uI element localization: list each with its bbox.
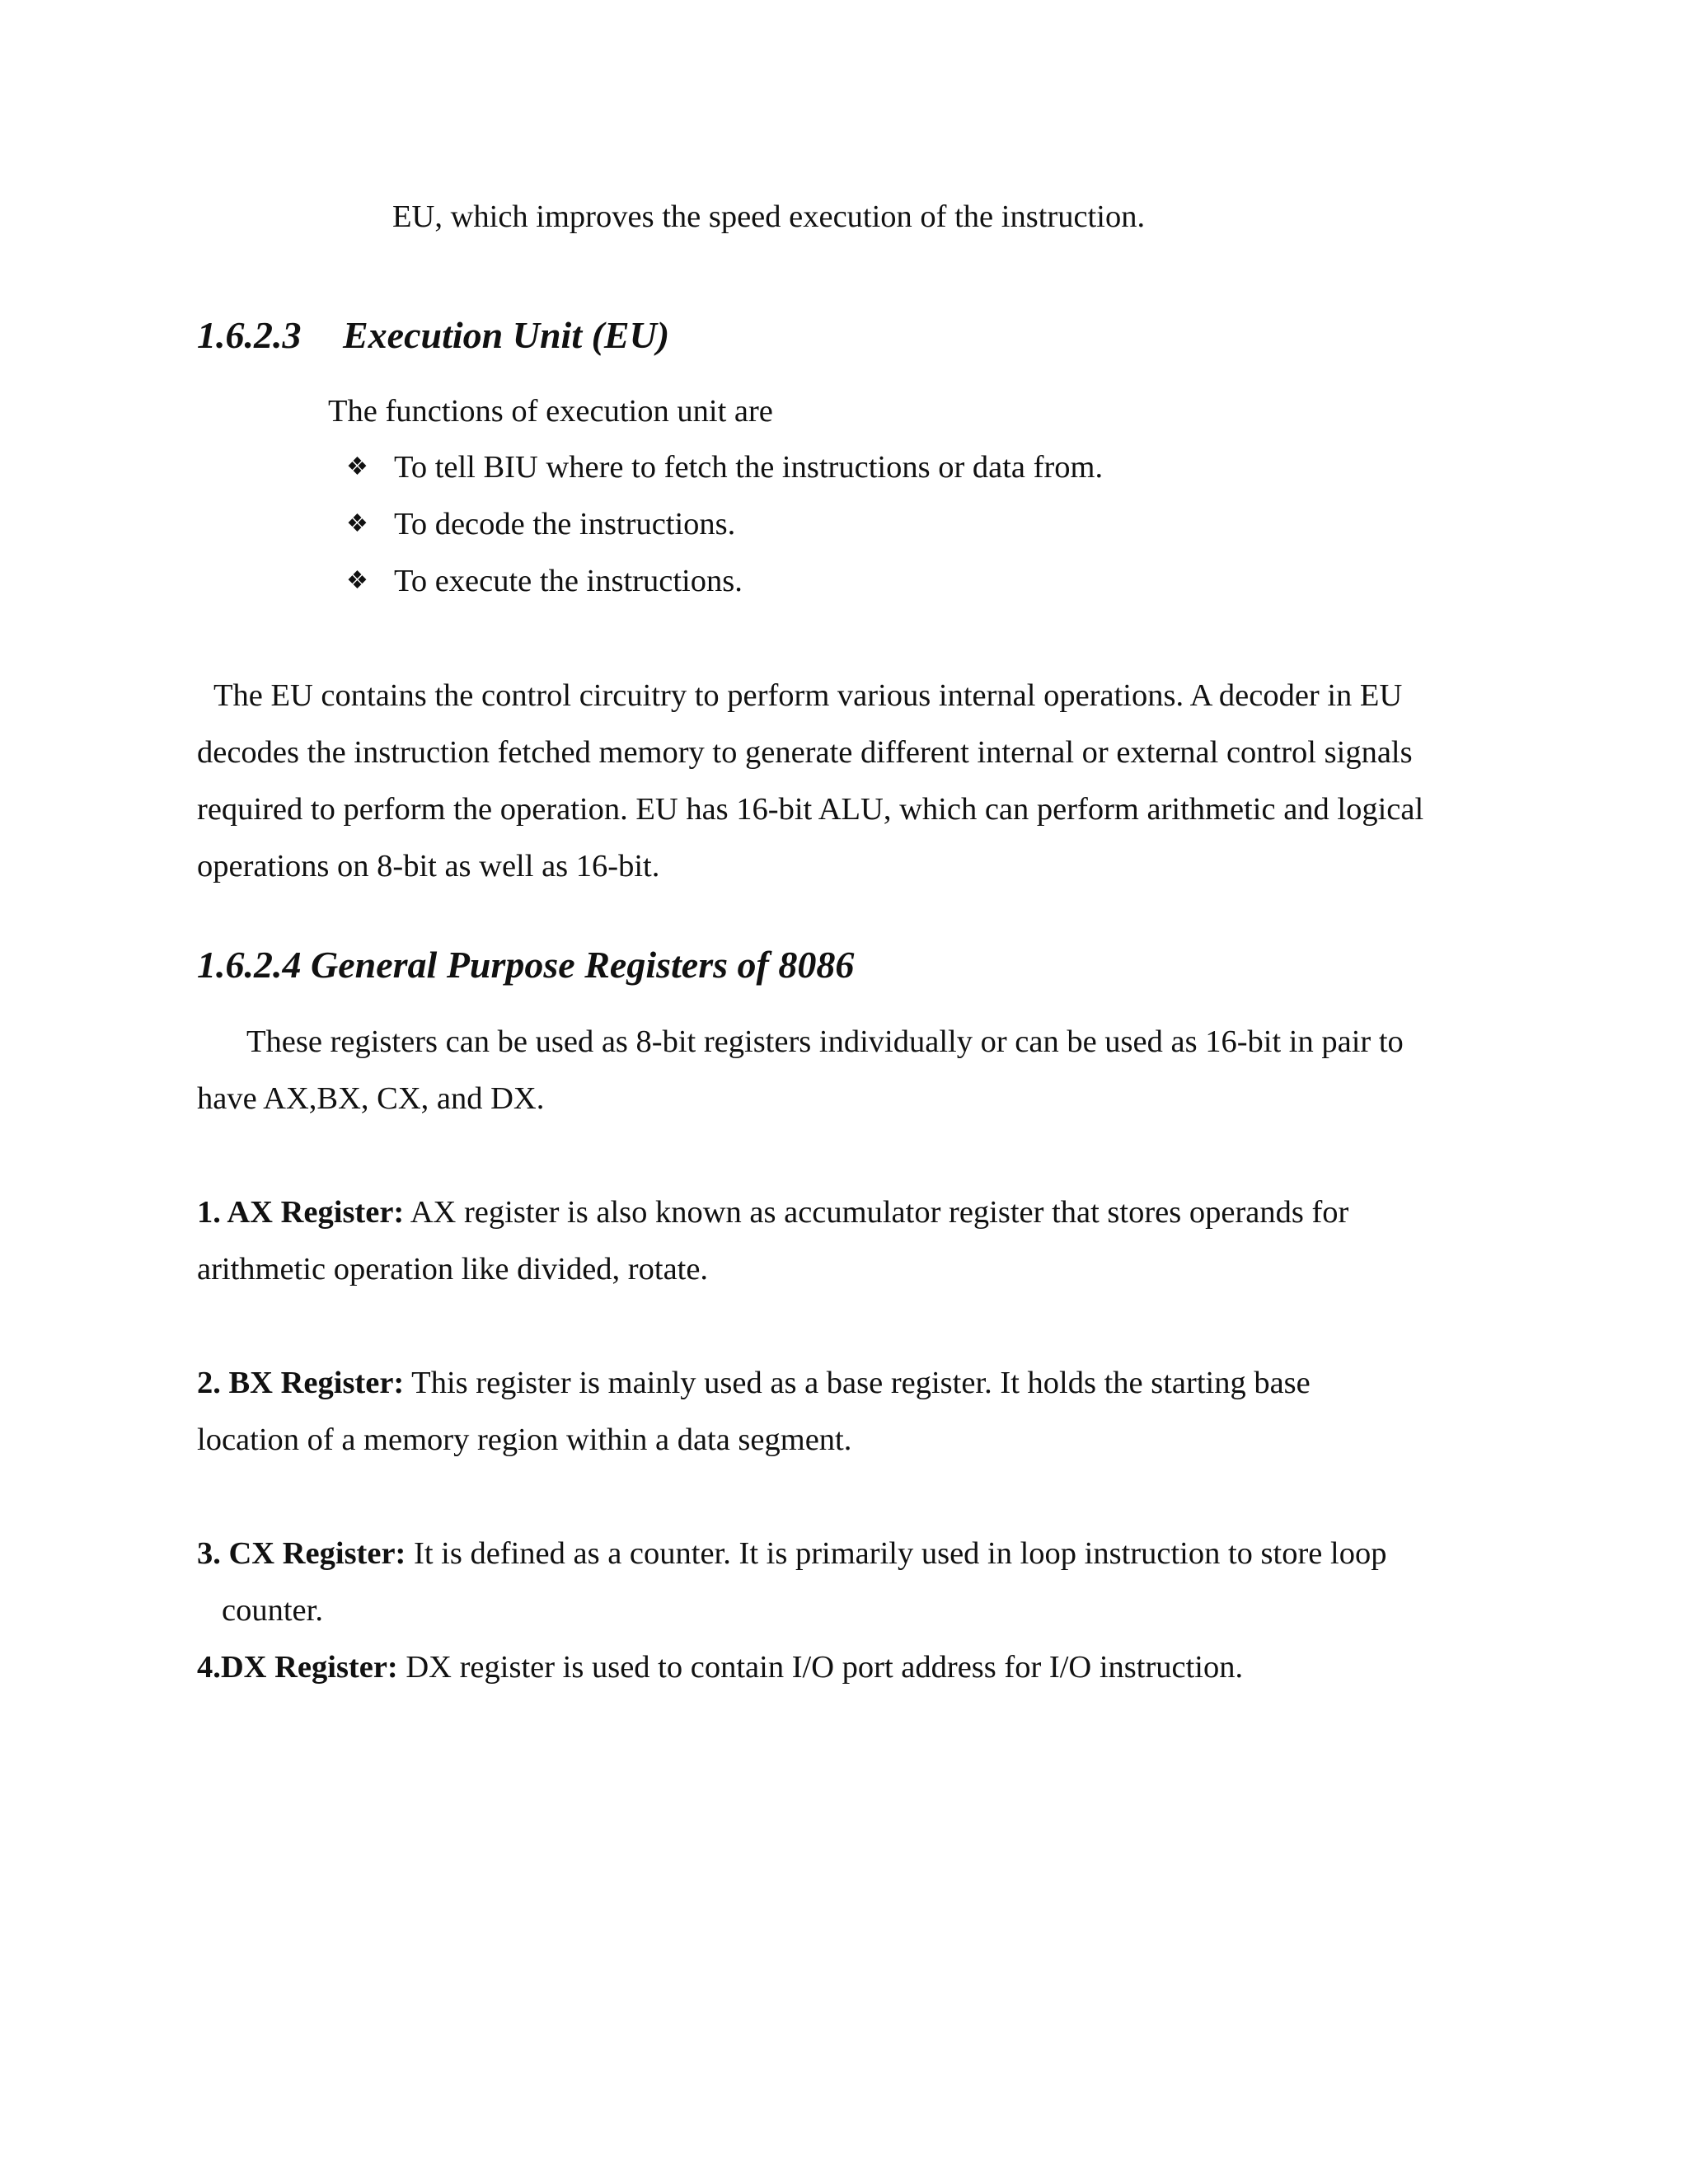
eu-paragraph-line: required to perform the operation. EU has 16-bit ALU, which can perform arithmetic and logical <box>197 792 1424 827</box>
register-description: This register is mainly used as a base register. It holds the starting base <box>404 1366 1311 1400</box>
eu-bullet-item: To execute the instructions. <box>394 564 743 598</box>
eu-intro: The functions of execution unit are <box>328 394 773 429</box>
diamond-bullet-icon: ❖ <box>346 510 368 537</box>
register-cx-entry <box>197 1538 1386 1570</box>
eu-paragraph-line: The EU contains the control circuitry to perform various internal operations. A decoder in EU <box>213 678 1403 713</box>
section-number: 1.6.2.3 <box>197 314 302 356</box>
gpr-intro-line: have AX,BX, CX, and DX. <box>197 1081 545 1116</box>
section-heading-gpr: 1.6.2.4 General Purpose Registers of 8086 <box>197 944 855 986</box>
register-description: It is defined as a counter. It is primarily used in loop instruction to store loop <box>406 1536 1387 1571</box>
register-label: 1. AX Register: <box>197 1195 405 1230</box>
register-description: AX register is also known as accumulator register that stores operands for <box>404 1195 1349 1230</box>
diamond-bullet-icon: ❖ <box>346 453 368 480</box>
register-description: DX register is used to contain I/O port address for I/O instruction. <box>397 1650 1244 1685</box>
eu-paragraph-line: operations on 8-bit as well as 16-bit. <box>197 849 660 883</box>
register-ax-continuation: arithmetic operation like divided, rotate. <box>197 1252 709 1286</box>
register-ax-entry <box>197 1197 1348 1229</box>
register-label: 4.DX Register: <box>197 1650 398 1685</box>
diamond-bullet-icon: ❖ <box>346 567 368 594</box>
section-title: Execution Unit (EU) <box>343 314 670 356</box>
register-bx-continuation: location of a memory region within a data segment. <box>197 1422 852 1457</box>
eu-bullet-item: To decode the instructions. <box>394 507 736 541</box>
register-label: 3. CX Register: <box>197 1536 406 1571</box>
eu-bullet-item: To tell BIU where to fetch the instructions or data from. <box>394 450 1104 485</box>
gpr-intro-line: These registers can be used as 8-bit registers individually or can be used as 16-bit in pair to <box>246 1024 1404 1059</box>
continuation-line: EU, which improves the speed execution of the instruction. <box>392 199 1146 234</box>
eu-paragraph-line: decodes the instruction fetched memory to generate different internal or external control signals <box>197 735 1413 770</box>
register-cx-continuation: counter. <box>222 1593 323 1628</box>
section-heading-eu <box>197 316 669 354</box>
register-label: 2. BX Register: <box>197 1366 405 1400</box>
register-dx-entry <box>197 1652 1243 1684</box>
register-bx-entry <box>197 1367 1311 1399</box>
